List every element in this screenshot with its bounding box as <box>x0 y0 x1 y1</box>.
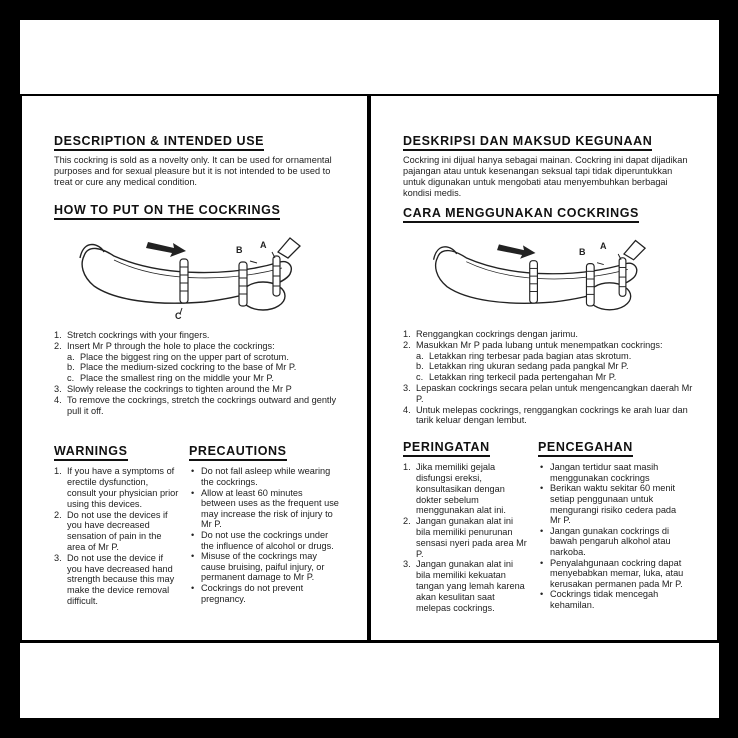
precaution-item: • Jangan gunakan cockrings di bawah pengaruh alkohol atau narkoba. <box>538 526 688 558</box>
precautions-list <box>189 466 339 604</box>
sub-step-item <box>54 352 344 363</box>
warning-text: Jika memiliki gejala disfungsi ereksi, konsultasikan dengan dokter sebelum menggunakan alat ini. <box>416 462 506 516</box>
precaution-item: • Allow at least 60 minutes between uses as the frequent use may increase the risk of injury to Mr P. <box>189 488 339 530</box>
warning-number: 1. <box>403 462 411 473</box>
precaution-item: • Jangan tertidur saat masih menggunakan cockrings <box>538 462 688 483</box>
step-text: Place the smallest ring on the middle your Mr P. <box>80 373 274 384</box>
step-text: Lepaskan cockrings secara pelan untuk mengencangkan daerah Mr P. <box>416 382 693 404</box>
deskripsi-heading: DESKRIPSI DAN MAKSUD KEGUNAAN <box>403 134 652 151</box>
precautions-heading: PRECAUTIONS <box>189 444 287 461</box>
precaution-item: • Berikan waktu sekitar 60 menit setiap penggunaan untuk mengurangi risiko cedera pada Mr P. <box>538 483 688 525</box>
left-border <box>20 94 22 640</box>
warning-item <box>54 553 179 607</box>
step-number: 1. <box>403 329 411 339</box>
warnings-list <box>54 466 179 606</box>
pencegahan-list <box>538 462 688 610</box>
warning-item <box>403 462 528 516</box>
langkah-list <box>403 329 693 426</box>
step-text: To remove the cockrings, stretch the cockrings outward and gently pull it off. <box>67 394 337 416</box>
english-content <box>54 132 344 606</box>
step-text: Place the biggest ring on the upper part of scrotum. <box>80 351 289 362</box>
step-item <box>54 330 344 341</box>
step-item <box>54 341 344 352</box>
step-text: Masukkan Mr P pada lubang untuk menempatkan cockrings: <box>416 339 663 350</box>
precaution-item: • Do not fall asleep while wearing the cockrings. <box>189 466 339 487</box>
warning-text: If you have a symptoms of erectile dysfunction, consult your physician prior using this devices. <box>67 466 179 509</box>
sub-step-item <box>54 362 344 373</box>
description-text: This cockring is sold as a novelty only. It can be used for ornamental purposes and for sexual pleasure but it is not intended to be used to treat or cure any medical condition. <box>54 155 332 187</box>
warning-number: 3. <box>403 559 411 570</box>
cockring-diagram <box>54 226 344 330</box>
step-number: 3. <box>403 382 411 393</box>
precaution-item: • Penyalahgunaan cockring dapat menyebabkan memar, luka, atau kerusakan permanen pada Mr P. <box>538 558 688 590</box>
label-b: B <box>236 245 243 255</box>
step-text: Stretch cockrings with your fingers. <box>67 330 210 340</box>
cara-heading: CARA MENGGUNAKAN COCKRINGS <box>403 206 639 223</box>
warnings-column <box>54 442 179 606</box>
bottom-border <box>20 640 719 643</box>
label-b-id: B <box>579 247 586 257</box>
indonesian-content <box>403 132 693 613</box>
step-number: c. <box>67 373 75 384</box>
step-item <box>403 329 693 340</box>
warning-number: 3. <box>54 552 62 563</box>
step-number: 1. <box>54 330 62 340</box>
step-item <box>54 395 344 417</box>
step-number: b. <box>416 361 424 372</box>
label-a: A <box>260 240 267 250</box>
warning-text: Jangan gunakan alat ini bila memiliki penurunan sensasi nyeri pada area Mr P. <box>416 516 527 559</box>
warning-item <box>54 510 179 553</box>
step-text: Place the medium-sized cockring to the base of Mr P. <box>80 362 297 373</box>
warning-text: Do not use the device if you have decreased hand strength because this may make the device removal difficult. <box>67 552 175 606</box>
warning-text: Jangan gunakan alat ini bila memiliki kekuatan tangan yang lemah karena akan kesulitan saat melepas cockrings. <box>416 559 525 613</box>
precaution-item: • Cockrings do not prevent pregnancy. <box>189 583 339 604</box>
description-heading: DESCRIPTION & INTENDED USE <box>54 134 264 151</box>
peringatan-list <box>403 462 528 613</box>
steps-list <box>54 330 344 416</box>
step-number: b. <box>67 362 75 373</box>
step-text: Letakkan ring ukuran sedang pada pangkal Mr P. <box>429 361 629 372</box>
pencegahan-column <box>538 438 688 610</box>
step-number: c. <box>416 372 424 383</box>
warning-item <box>403 516 528 559</box>
cockring-illustration <box>54 226 344 330</box>
step-text: Letakkan ring terkecil pada pertengahan Mr P. <box>429 372 617 383</box>
right-border <box>717 94 719 640</box>
precaution-item: • Do not use the cockrings under the influence of alcohol or drugs. <box>189 530 339 551</box>
warning-number: 2. <box>54 509 62 520</box>
step-item <box>403 383 693 405</box>
warning-item <box>54 466 179 509</box>
label-c: C <box>175 311 182 321</box>
step-text: Letakkan ring terbesar pada bagian atas skrotum. <box>429 350 632 361</box>
indonesian-panel <box>371 96 717 640</box>
step-text: Untuk melepas cockrings, renggangkan cockrings ke arah luar dan tarik keluar dengan lembut. <box>416 404 688 426</box>
pencegahan-heading: PENCEGAHAN <box>538 440 633 457</box>
step-number: 3. <box>54 383 62 394</box>
peringatan-column <box>403 438 528 613</box>
step-number: 4. <box>54 394 62 405</box>
warning-number: 1. <box>54 466 62 477</box>
label-a-id: A <box>600 241 607 251</box>
precaution-item: • Cockrings tidak mencegah kehamilan. <box>538 589 688 610</box>
step-text: Slowly release the cockrings to tighten around the Mr P <box>67 383 292 394</box>
step-text: Renggangkan cockrings dengan jarimu. <box>416 329 578 339</box>
step-item <box>54 384 344 395</box>
precautions-column <box>189 442 339 604</box>
center-divider <box>367 94 371 640</box>
sub-step-item <box>54 373 344 384</box>
howto-heading: HOW TO PUT ON THE COCKRINGS <box>54 203 280 220</box>
step-number: 2. <box>403 339 411 350</box>
english-panel <box>22 96 367 640</box>
step-number: a. <box>416 350 424 361</box>
cockring-diagram-id <box>403 229 693 329</box>
step-item <box>403 340 693 351</box>
sub-step-item <box>403 361 693 372</box>
precaution-item: • Misuse of the cockrings may cause bruising, paiful injury, or permanent damage to Mr P. <box>189 551 339 583</box>
step-text: Insert Mr P through the hole to place the cockrings: <box>67 340 275 351</box>
step-number: a. <box>67 351 75 362</box>
warning-number: 2. <box>403 516 411 527</box>
sub-step-item <box>403 372 693 383</box>
peringatan-heading: PERINGATAN <box>403 440 490 457</box>
sub-step-item <box>403 351 693 362</box>
bottom-white-band <box>20 643 719 718</box>
warning-text: Do not use the devices if you have decreased sensation of pain in the area of Mr P. <box>67 509 168 552</box>
warning-item <box>403 559 528 613</box>
step-number: 2. <box>54 340 62 351</box>
cockring-illustration-id <box>403 229 693 329</box>
deskripsi-text: Cockring ini dijual hanya sebagai mainan. Cockring ini dapat dijadikan pajangan atau untuk kesenangan seksual tapi tidak diperuntukkan untuk digunakan untuk mengobati atau menyembuhkan berbagai kondisi medis. <box>403 155 688 198</box>
warnings-heading: WARNINGS <box>54 444 128 461</box>
step-number: 4. <box>403 404 411 415</box>
step-item <box>403 405 693 427</box>
